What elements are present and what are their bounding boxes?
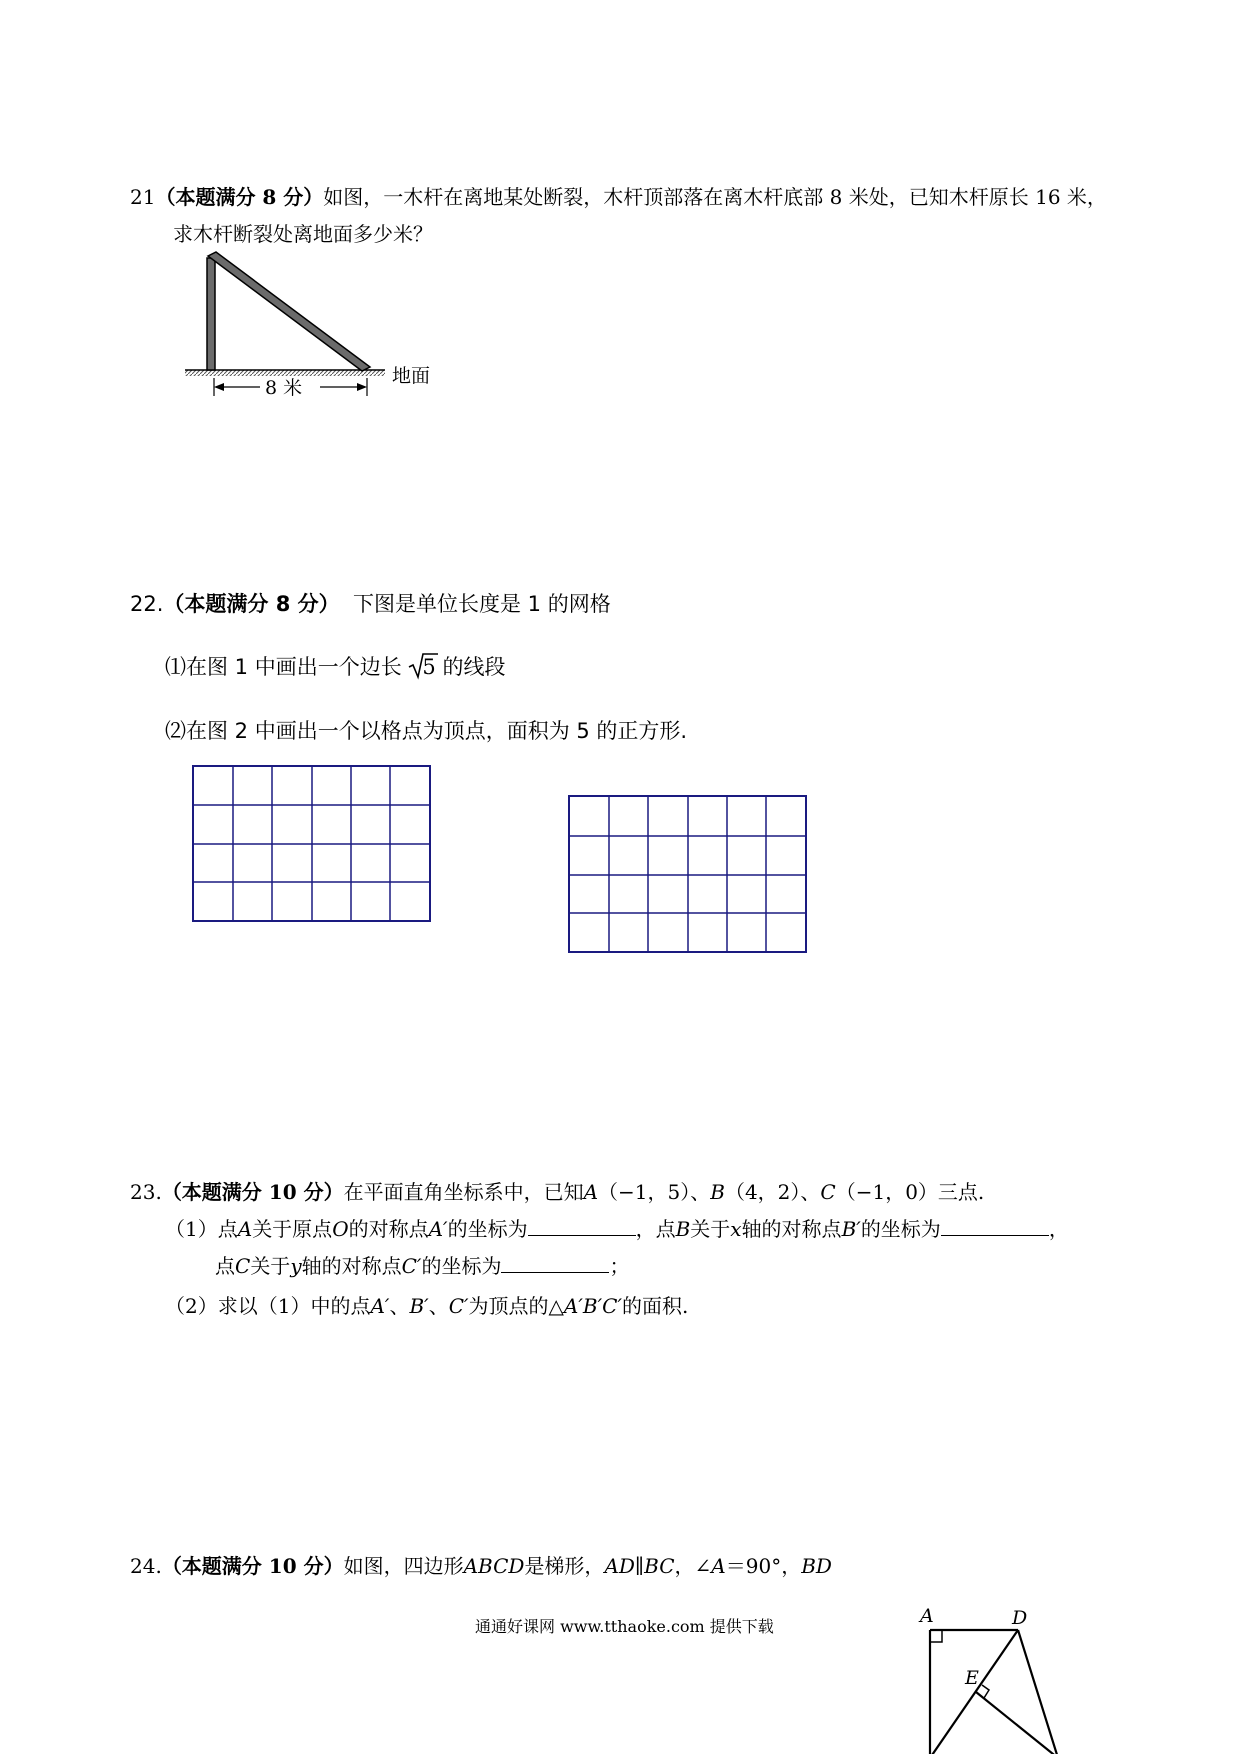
- q23-p2-A-prime: A′: [370, 1294, 390, 1318]
- q23-p2-sep2: 、: [428, 1294, 449, 1318]
- q21-text-line1: 如图，一木杆在离地某处断裂，木杆顶部落在离木杆底部 8 米处，已知木杆原长 16 米，: [323, 185, 1107, 209]
- q22-part1: [165, 653, 505, 681]
- q21-line1: [130, 183, 1107, 211]
- q22-intro: 下图是单位长度是 1 的网格: [353, 592, 611, 616]
- q23-number: 23.: [130, 1180, 162, 1204]
- grid-figure-2: [568, 795, 807, 953]
- page-footer: 通通好课网 www.tthaoke.com 提供下载: [475, 1617, 774, 1636]
- q23-p2-B-prime: B′: [409, 1294, 429, 1318]
- coord-C: （−1，0）三点.: [835, 1180, 985, 1204]
- q23-p1-j: 点: [215, 1254, 235, 1278]
- q23-p1-C: C: [235, 1254, 251, 1278]
- q23-p1-a: （1）点: [165, 1217, 238, 1241]
- segment-BD-line: [930, 1630, 1018, 1754]
- q21-score: （本题满分 8 分）: [155, 185, 324, 209]
- segment-DC: [1018, 1630, 1058, 1754]
- q23-part1-line2: [215, 1252, 629, 1280]
- q24-score: （本题满分 10 分）: [161, 1554, 344, 1578]
- label-D: D: [1012, 1607, 1028, 1629]
- q23-score: （本题满分 10 分）: [161, 1180, 344, 1204]
- q23-p2-a: （2）求以（1）中的点: [165, 1294, 371, 1318]
- q21-text-line2: 求木杆断裂处离地面多少米？: [173, 222, 433, 246]
- q24-number: 24.: [130, 1554, 162, 1578]
- sqrt-icon: [408, 651, 438, 681]
- answer-blank-A-prime[interactable]: [528, 1215, 636, 1236]
- q22-part2: ⑵在图 2 中画出一个以格点为顶点，面积为 5 的正方形.: [165, 719, 688, 743]
- pole-standing-part: [207, 258, 215, 370]
- q24-text-b: 是梯形，: [524, 1554, 605, 1578]
- trapezoid-diagram: [900, 1612, 1080, 1754]
- q23-part1-line1: [165, 1215, 1069, 1243]
- q23-p2-sep1: 、: [389, 1294, 410, 1318]
- right-angle-mark-A: [930, 1630, 942, 1642]
- sqrt-radicand: 5: [422, 655, 436, 679]
- coord-B: （4，2）、: [724, 1180, 821, 1204]
- quadrilateral-ABCD: ABCD: [463, 1554, 525, 1578]
- label-E: E: [965, 1667, 979, 1689]
- y-axis-var: y: [290, 1254, 302, 1278]
- q23-p1-b: 关于原点: [252, 1217, 333, 1241]
- q23-p1-k: 关于: [250, 1254, 291, 1278]
- q23-p1-B: B: [675, 1217, 691, 1241]
- q23-p2-C-prime: C′: [448, 1294, 469, 1318]
- q24-text-c: ，∠: [674, 1554, 712, 1578]
- q23-p1-e: ，点: [635, 1217, 676, 1241]
- segment-BD: BD: [801, 1554, 832, 1578]
- q23-p2-c: 的面积.: [621, 1294, 689, 1318]
- q23-part2: [165, 1292, 688, 1320]
- sqrt-expression: [408, 653, 435, 681]
- q22-part1-suffix: 的线段: [442, 655, 506, 679]
- parallel-AD-BC: AD∥BC: [604, 1554, 675, 1578]
- q23-p1-d: 的坐标为: [447, 1217, 528, 1241]
- q23-p1-g: 轴的对称点: [741, 1217, 842, 1241]
- point-C: C: [820, 1180, 836, 1204]
- distance-label: 8 米: [265, 377, 303, 399]
- answer-blank-B-prime[interactable]: [941, 1215, 1049, 1236]
- triangle-A-prime-B-prime-C-prime: △A′B′C′: [548, 1294, 622, 1318]
- segment-CE: [976, 1692, 1058, 1754]
- answer-blank-C-prime[interactable]: [501, 1252, 609, 1273]
- point-B-prime: B′: [841, 1217, 861, 1241]
- q23-p1-c: 的对称点: [348, 1217, 429, 1241]
- q24-header: [130, 1552, 832, 1580]
- point-A-prime: A′: [428, 1217, 448, 1241]
- pole-fallen-part: [208, 252, 370, 371]
- q23-p1-A: A: [237, 1217, 253, 1241]
- q22-number: 22.: [130, 592, 164, 616]
- q22-header: [130, 590, 611, 618]
- q21-figure: [180, 250, 431, 410]
- q23-p1-h: 的坐标为: [860, 1217, 941, 1241]
- label-A: A: [920, 1605, 934, 1627]
- q23-p1-n: ；: [609, 1254, 630, 1278]
- q23-text: 在平面直角坐标系中，已知: [343, 1180, 584, 1204]
- right-angle-mark-E: [982, 1685, 989, 1698]
- q22-score: （本题满分 8 分）: [163, 592, 340, 616]
- grid-2-lines: [570, 797, 805, 951]
- grid-1-lines: [194, 767, 429, 920]
- point-C-prime: C′: [401, 1254, 422, 1278]
- grid-figure-1: [192, 765, 431, 922]
- x-axis-var: x: [730, 1217, 742, 1241]
- coord-A: （−1，5）、: [598, 1180, 711, 1204]
- q21-number: 21: [130, 185, 156, 209]
- angle-A-label: A: [711, 1554, 726, 1578]
- point-B: B: [710, 1180, 725, 1204]
- ground-label: 地面: [392, 365, 431, 387]
- q23-p1-i: ，: [1048, 1217, 1069, 1241]
- q22-part1-prefix: ⑴在图 1 中画出一个边长: [165, 655, 402, 679]
- point-A: A: [583, 1180, 599, 1204]
- q24-figure: [900, 1605, 1080, 1754]
- q23-header: [130, 1178, 984, 1206]
- q23-p1-m: 的坐标为: [421, 1254, 502, 1278]
- q23-p1-l: 轴的对称点: [301, 1254, 402, 1278]
- q23-p2-b: 为顶点的: [468, 1294, 549, 1318]
- q24-text-d: ＝90°，: [725, 1554, 802, 1578]
- q24-text-a: 如图，四边形: [343, 1554, 464, 1578]
- point-O: O: [332, 1217, 349, 1241]
- q23-p1-f: 关于: [690, 1217, 731, 1241]
